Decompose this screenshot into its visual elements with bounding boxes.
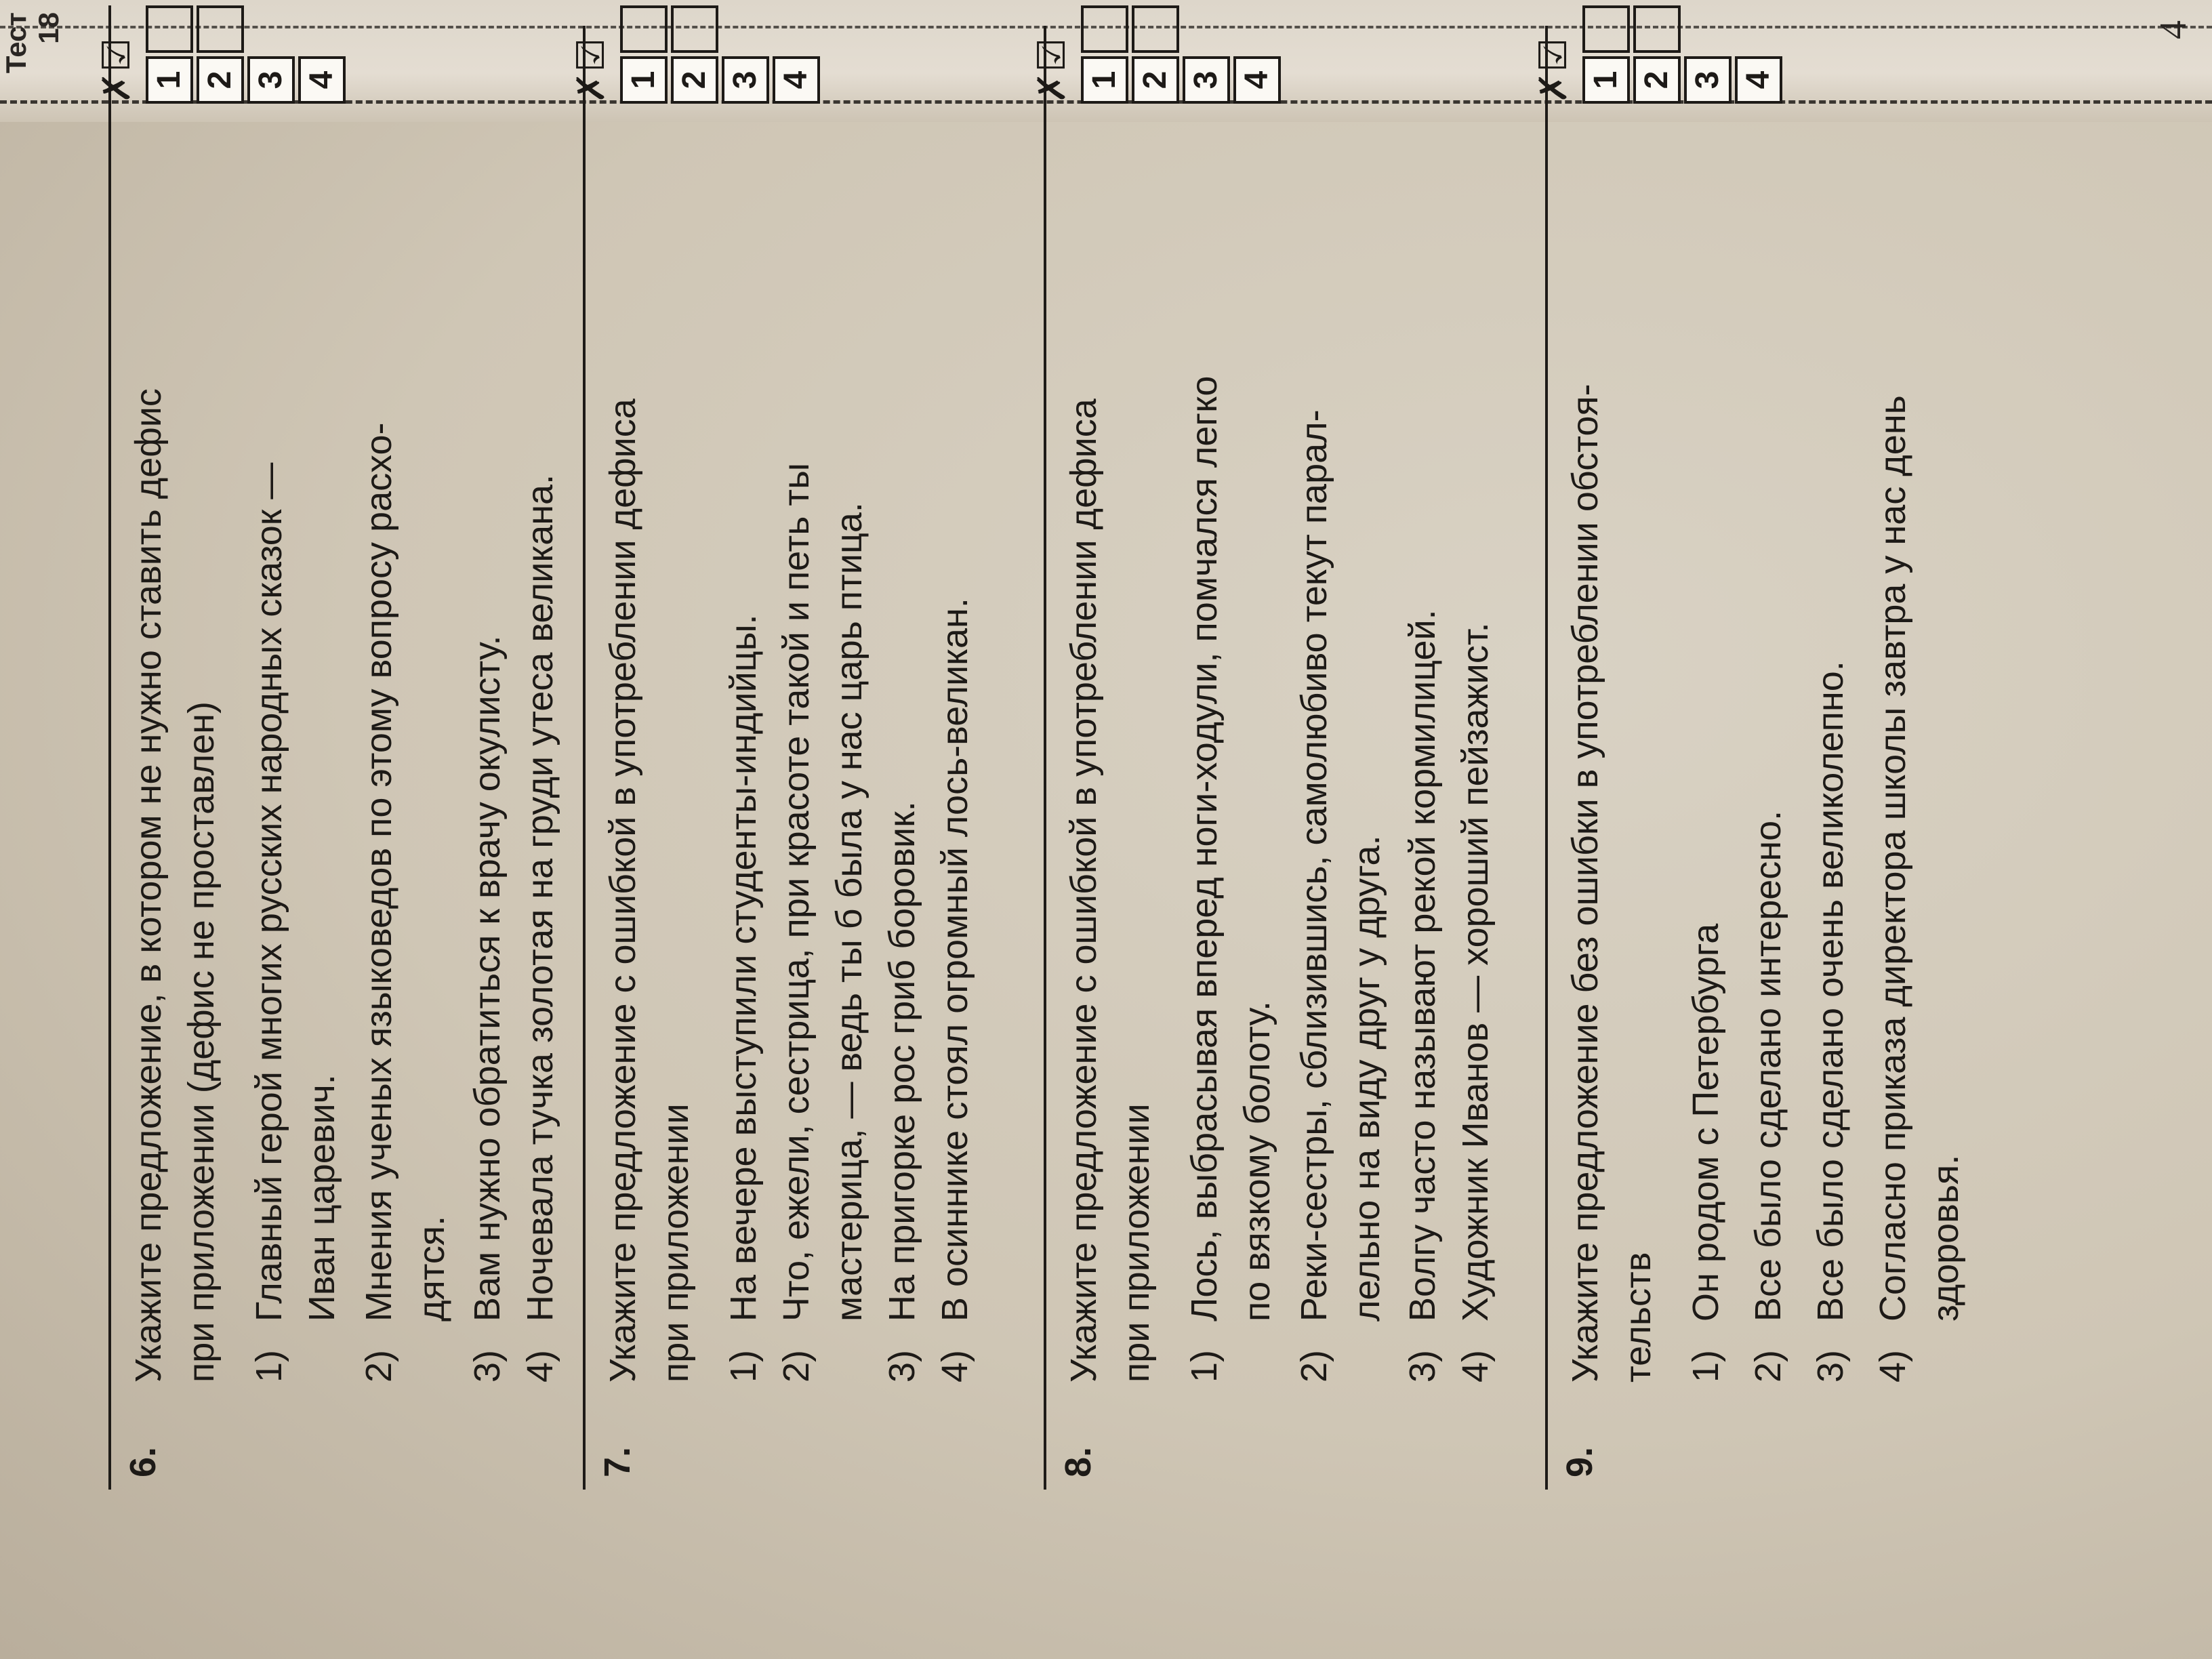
answer-field-2[interactable] xyxy=(197,5,244,53)
option-line: по вязкому болоту. xyxy=(1237,1000,1277,1322)
option-number: 1) xyxy=(1184,1349,1225,1382)
prompt-line: при приложении xyxy=(655,1103,696,1382)
question-prompt xyxy=(122,388,228,1382)
option-text: Ночевала тучка золотая на груди утеса великана. xyxy=(520,474,560,1322)
divider-rule xyxy=(583,26,586,1490)
option-line: Лось, выбрасывая вперед ноги-ходули, помчался легко xyxy=(1184,375,1225,1322)
divider-rule xyxy=(1044,26,1046,1490)
question-number: 7. xyxy=(597,1446,638,1477)
page-header-title: Тест 18 xyxy=(0,12,64,74)
option-number: 3) xyxy=(1402,1349,1443,1382)
question-number: 6. xyxy=(123,1446,163,1477)
option-number: 4) xyxy=(935,1349,975,1382)
option-number: 3) xyxy=(467,1349,508,1382)
question-7 xyxy=(596,122,1017,1477)
answer-field-1[interactable] xyxy=(146,5,193,53)
option-line: Иван царевич. xyxy=(302,1074,342,1322)
answer-box-2[interactable]: 2 xyxy=(671,56,718,104)
prompt-line: при приложении xyxy=(1116,1103,1157,1382)
option-number: 3) xyxy=(1810,1349,1851,1382)
answer-box-3[interactable]: 3 xyxy=(1684,56,1732,104)
answer-box-1[interactable]: 1 xyxy=(1582,56,1630,104)
check-icon: ☑ xyxy=(1030,37,1074,73)
answer-box-1[interactable]: 1 xyxy=(1081,56,1128,104)
answer-box-4[interactable]: 4 xyxy=(298,56,346,104)
prompt-line: Укажите предложение с ошибкой в употреблении дефиса xyxy=(602,398,643,1382)
option-number: 1) xyxy=(723,1349,764,1382)
answer-field-1[interactable] xyxy=(1081,5,1128,53)
cross-icon: ✗ xyxy=(569,72,613,104)
answer-box-2[interactable]: 2 xyxy=(1633,56,1681,104)
answer-field-2[interactable] xyxy=(1633,5,1681,53)
option-number: 2) xyxy=(1748,1349,1788,1382)
option-text: Художник Иванов — хороший пейзажист. xyxy=(1455,622,1496,1322)
cross-check-icon xyxy=(569,2,617,104)
answer-box-2[interactable]: 2 xyxy=(1132,56,1179,104)
option-line: Главный герой многих русских народных сказок — xyxy=(249,462,289,1322)
answer-box-2[interactable]: 2 xyxy=(197,56,244,104)
option-text xyxy=(1288,409,1393,1322)
option-text xyxy=(770,463,876,1322)
check-icon: ☑ xyxy=(1532,37,1576,73)
option-number: 4) xyxy=(520,1349,560,1382)
cross-check-icon xyxy=(1030,2,1078,104)
option-text xyxy=(1866,395,1972,1322)
option-number: 2) xyxy=(359,1349,399,1382)
check-icon: ☑ xyxy=(569,37,613,73)
cross-check-icon xyxy=(1532,2,1579,104)
answer-box-4[interactable]: 4 xyxy=(1233,56,1281,104)
answer-box-4[interactable]: 4 xyxy=(1735,56,1782,104)
option-line: Мнения ученых языковедов по этому вопросу расхо- xyxy=(359,422,399,1322)
option-line: здоровья. xyxy=(1925,1154,1966,1322)
question-6 xyxy=(122,122,560,1477)
option-text: Волгу часто называют рекой кормилицей. xyxy=(1402,609,1443,1322)
divider-rule xyxy=(1545,26,1548,1490)
option-text: Вам нужно обратиться к врачу окулисту. xyxy=(467,635,508,1322)
cross-check-icon xyxy=(95,2,142,104)
option-line: дятся. xyxy=(411,1215,452,1322)
answer-field-2[interactable] xyxy=(1132,5,1179,53)
answer-box-4[interactable]: 4 xyxy=(773,56,820,104)
header-rule xyxy=(108,5,111,1490)
question-prompt xyxy=(1057,398,1163,1382)
question-number: 9. xyxy=(1559,1446,1600,1477)
answer-field-1[interactable] xyxy=(1582,5,1630,53)
option-line: Согласно приказа директора школы завтра у нас день xyxy=(1872,395,1913,1322)
option-line: Реки-сестры, сблизившись, самолюбиво текут парал- xyxy=(1294,409,1334,1322)
question-prompt xyxy=(596,398,702,1382)
question-prompt xyxy=(1559,384,1664,1382)
option-number: 2) xyxy=(776,1349,817,1382)
option-text xyxy=(243,463,348,1322)
answer-box-1[interactable]: 1 xyxy=(620,56,668,104)
answer-field-2[interactable] xyxy=(671,5,718,53)
option-text: На вечере выступили студенты-индийцы. xyxy=(723,614,764,1322)
question-8 xyxy=(1057,122,1504,1477)
page-number: 4 xyxy=(2152,20,2194,39)
cross-icon: ✗ xyxy=(95,72,139,104)
option-text: Он родом с Петербурга xyxy=(1685,923,1726,1322)
option-number: 1) xyxy=(1685,1349,1726,1382)
option-number: 4) xyxy=(1455,1349,1496,1382)
answer-box-3[interactable]: 3 xyxy=(722,56,769,104)
option-text: Все было сделано интересно. xyxy=(1748,810,1788,1322)
option-line: мастерица, — ведь ты б была у нас царь птица. xyxy=(829,502,869,1322)
prompt-line: Укажите предложение, в котором не нужно ставить дефис xyxy=(128,388,169,1382)
check-icon: ☑ xyxy=(95,37,139,73)
question-9 xyxy=(1559,122,2033,1477)
answer-box-3[interactable]: 3 xyxy=(1183,56,1230,104)
question-number: 8. xyxy=(1058,1446,1099,1477)
option-text: В осиннике стоял огромный лось-великан. xyxy=(935,598,975,1322)
option-number: 2) xyxy=(1294,1349,1334,1382)
option-text: Все было сделано очень великолепно. xyxy=(1810,661,1851,1322)
prompt-line: при приложении (дефис не проставлен) xyxy=(181,701,222,1382)
option-text xyxy=(352,422,458,1322)
option-number: 4) xyxy=(1872,1349,1913,1382)
option-number: 3) xyxy=(882,1349,922,1382)
option-number: 1) xyxy=(249,1349,289,1382)
prompt-line: Укажите предложение с ошибкой в употреблении дефиса xyxy=(1063,398,1104,1382)
answer-box-1[interactable]: 1 xyxy=(146,56,193,104)
cross-icon: ✗ xyxy=(1030,72,1074,104)
cross-icon: ✗ xyxy=(1532,72,1576,104)
prompt-line: Укажите предложение без ошибки в употреблении обстоя- xyxy=(1565,384,1605,1382)
answer-field-1[interactable] xyxy=(620,5,668,53)
prompt-line: тельств xyxy=(1618,1252,1658,1382)
option-text xyxy=(1178,376,1284,1322)
answer-box-3[interactable]: 3 xyxy=(247,56,295,104)
option-line: лельно на виду друг у друга. xyxy=(1347,835,1387,1322)
option-text: На пригорке рос гриб боровик. xyxy=(882,801,922,1322)
option-line: Что, ежели, сестрица, при красоте такой и петь ты xyxy=(776,463,817,1322)
